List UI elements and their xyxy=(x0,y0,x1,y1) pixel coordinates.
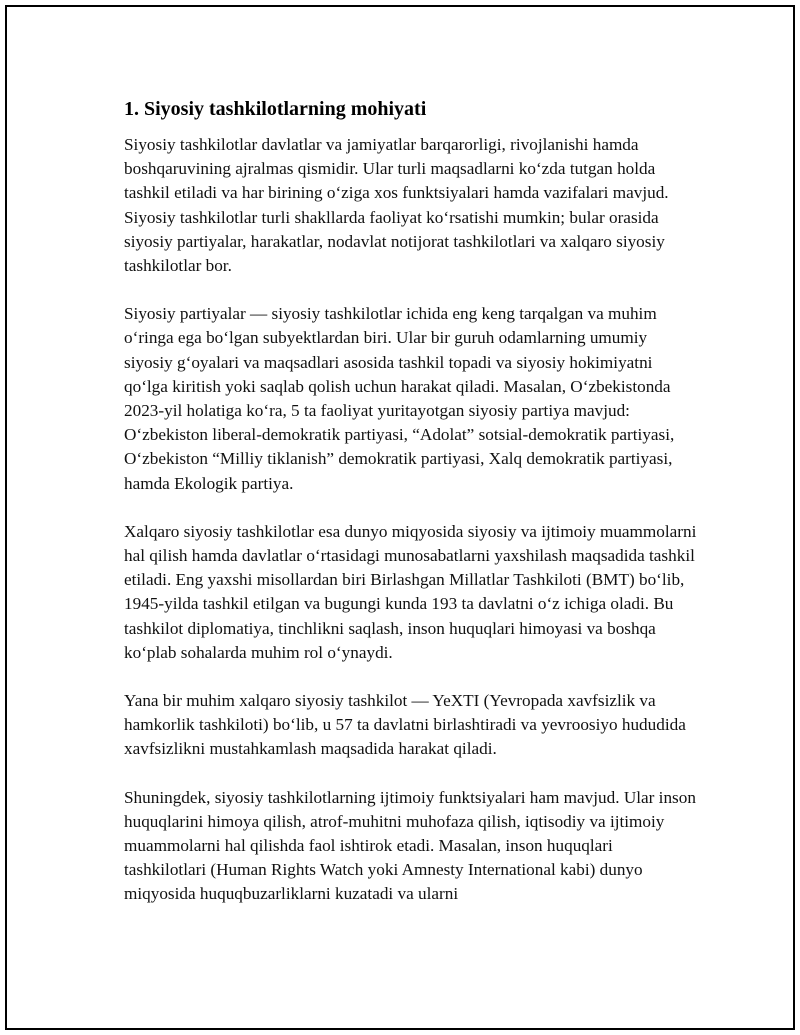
paragraph: Yana bir muhim xalqaro siyosiy tashkilot — YeXTI (Yevropada xavfsizlik va hamkorlik tashkiloti) bo‘lib, u 57 ta davlatni birlashtiradi va yevroosiyo hududida xavfsizlikni mustahkamlash maqsadida harakat qiladi. xyxy=(124,691,686,759)
paragraph: Siyosiy tashkilotlar davlatlar va jamiyatlar barqarorligi, rivojlanishi hamda boshqaruvining ajralmas qismidir. Ular turli maqsadlarni ko‘zda tutgan holda tashkil etiladi va har birining o‘ziga xos funktsiyalari hamda vazifalari mavjud. Siyosiy tashkilotlar turli shakllarda faoliyat ko‘rsatishi mumkin; bular orasida siyosiy partiyalar, harakatlar, nodavlat notijorat tashkilotlari va xalqaro siyosiy tashkilotlar bor. xyxy=(124,135,669,276)
paragraph: Siyosiy partiyalar — siyosiy tashkilotlar ichida eng keng tarqalgan va muhim o‘ringa ega bo‘lgan subyektlardan biri. Ular bir guruh odamlarning umumiy siyosiy g‘oyalari va maqsadlari asosida tashkil topadi va siyosiy hokimiyatni qo‘lga kiritish yoki saqlab qolish uchun harakat qiladi. Masalan, O‘zbekistonda 2023-yil holatiga ko‘ra, 5 ta faoliyat yuritayotgan siyosiy partiya mavjud: O‘zbekiston liberal-demokratik partiyasi, “Adolat” sotsial-demokratik partiyasi, O‘zbekiston “Milliy tiklanish” demokratik partiyasi, Xalq demokratik partiyasi, hamda Ekologik partiya. xyxy=(124,304,675,493)
section-heading: 1. Siyosiy tashkilotlarning mohiyati xyxy=(124,98,427,120)
paragraph: Shuningdek, siyosiy tashkilotlarning ijtimoiy funktsiyalari ham mavjud. Ular inson huquqlarini himoya qilish, atrof-muhitni muhofaza qilish, iqtisodiy va ijtimoiy muammolarni hal qilishda faol ishtirok etadi. Masalan, inson huquqlari tashkilotlari (Human Rights Watch yoki Amnesty International kabi) dunyo miqyosida huquqbuzarliklarni kuzatadi va ularni xyxy=(124,787,696,904)
document-page xyxy=(5,5,795,1030)
paragraph: Xalqaro siyosiy tashkilotlar esa dunyo miqyosida siyosiy va ijtimoiy muammolarni hal qilish hamda davlatlar o‘rtasidagi munosabatlarni yaxshilash maqsadida tashkil etiladi. Eng yaxshi misollardan biri Birlashgan Millatlar Tashkiloti (BMT) bo‘lib, 1945-yilda tashkil etilgan va bugungi kunda 193 ta davlatni o‘z ichiga oladi. Bu tashkilot diplomatiya, tinchlikni saqlash, inson huquqlari himoyasi va boshqa ko‘plab sohalarda muhim rol o‘ynaydi. xyxy=(124,521,697,662)
document-body xyxy=(118,96,698,907)
